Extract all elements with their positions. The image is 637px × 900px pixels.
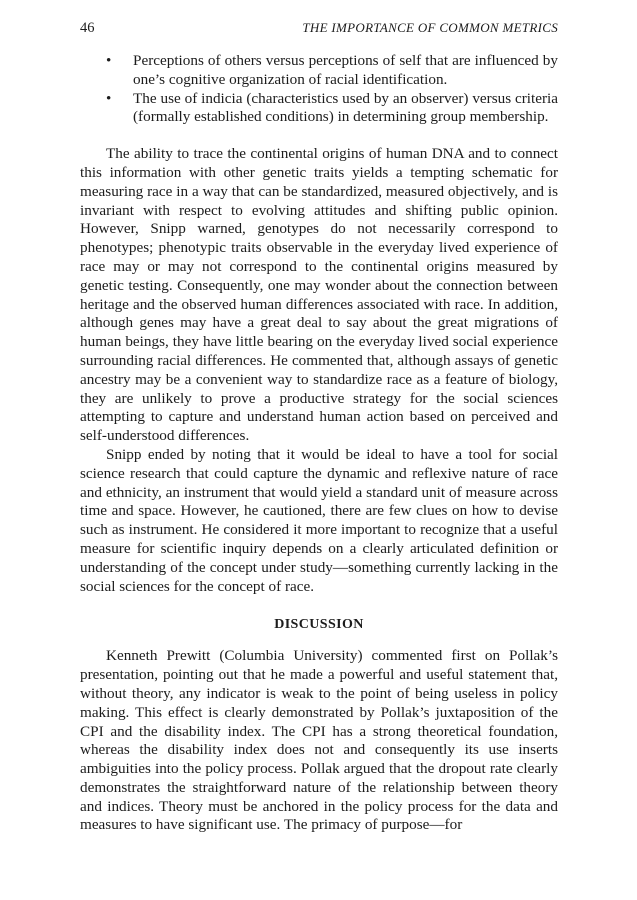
list-item: [80, 90, 558, 128]
body-text: [80, 145, 558, 596]
bullet-icon: •: [106, 89, 112, 107]
document-page: [80, 18, 558, 835]
section-heading: DISCUSSION: [274, 617, 364, 633]
list-item: [80, 52, 558, 90]
paragraph: Kenneth Prewitt (Columbia University) commented first on Pollak’s presentation, pointing out that he made a powerful and useful statement that, without theory, any indicator is weak to the point of being useless in policy making. This effect is clearly demonstrated by Pollak’s juxtaposition of the CPI and the disability index. The CPI has a strong theoretical foundation, whereas the disability index does not and consequently its use inserts ambiguities into the policy process. Pollak argued that the dropout rate clearly demonstrates the straightforward nature of the relationship between theory and indices. Theory must be anchored in the policy process for the data and measures to have significant use. The primacy of purpose—for: [80, 647, 558, 834]
paragraph: Snipp ended by noting that it would be ideal to have a tool for social science research that could capture the dynamic and reflexive nature of race and ethnicity, an instrument that would yield a standard unit of measure across time and space. However, he cautioned, there are few clues on how to devise such as instrument. He considered it more important to recognize that a useful measure for scientific inquiry depends on a clearly articulated definition or understanding of the concept under study—something currently lacking in the social sciences for the concept of race.: [80, 445, 558, 595]
paragraph: The ability to trace the continental origins of human DNA and to connect this information with other genetic traits yields a tempting schematic for measuring race in a way that can be standardized, measured objectively, and is invariant with respect to evolving attitudes and shifting public opinion. However, Snipp warned, genotypes do not necessarily correspond to phenotypes; phenotypic traits observable in the everyday lived experience of race may or may not correspond to the continental origins measured by genetic testing. Consequently, one may wonder about the connection between heritage and the observed human differences associated with race. In addition, although genes may have a great deal to say about the great migrations of human beings, they have little bearing on the everyday lived social experience surrounding racial differences. He commented that, although assays of genetic ancestry may be a convenient way to standardize race as a feature of biology, they are unlikely to prove a productive strategy for the social sciences attempting to capture and understand human action based on perceived and self-understood differences.: [80, 145, 558, 445]
bullet-text: Perceptions of others versus perceptions of self that are influenced by one’s cognitive organization of racial identification.: [133, 52, 558, 88]
running-title: THE IMPORTANCE OF COMMON METRICS: [302, 20, 558, 35]
running-header: [80, 18, 558, 38]
page-number: 46: [80, 20, 95, 36]
bullet-list: [80, 52, 558, 127]
discussion-text: [80, 647, 558, 835]
bullet-text: The use of indicia (characteristics used by an observer) versus criteria (formally established conditions) in determining group membership.: [133, 89, 558, 126]
bullet-icon: •: [106, 52, 112, 69]
